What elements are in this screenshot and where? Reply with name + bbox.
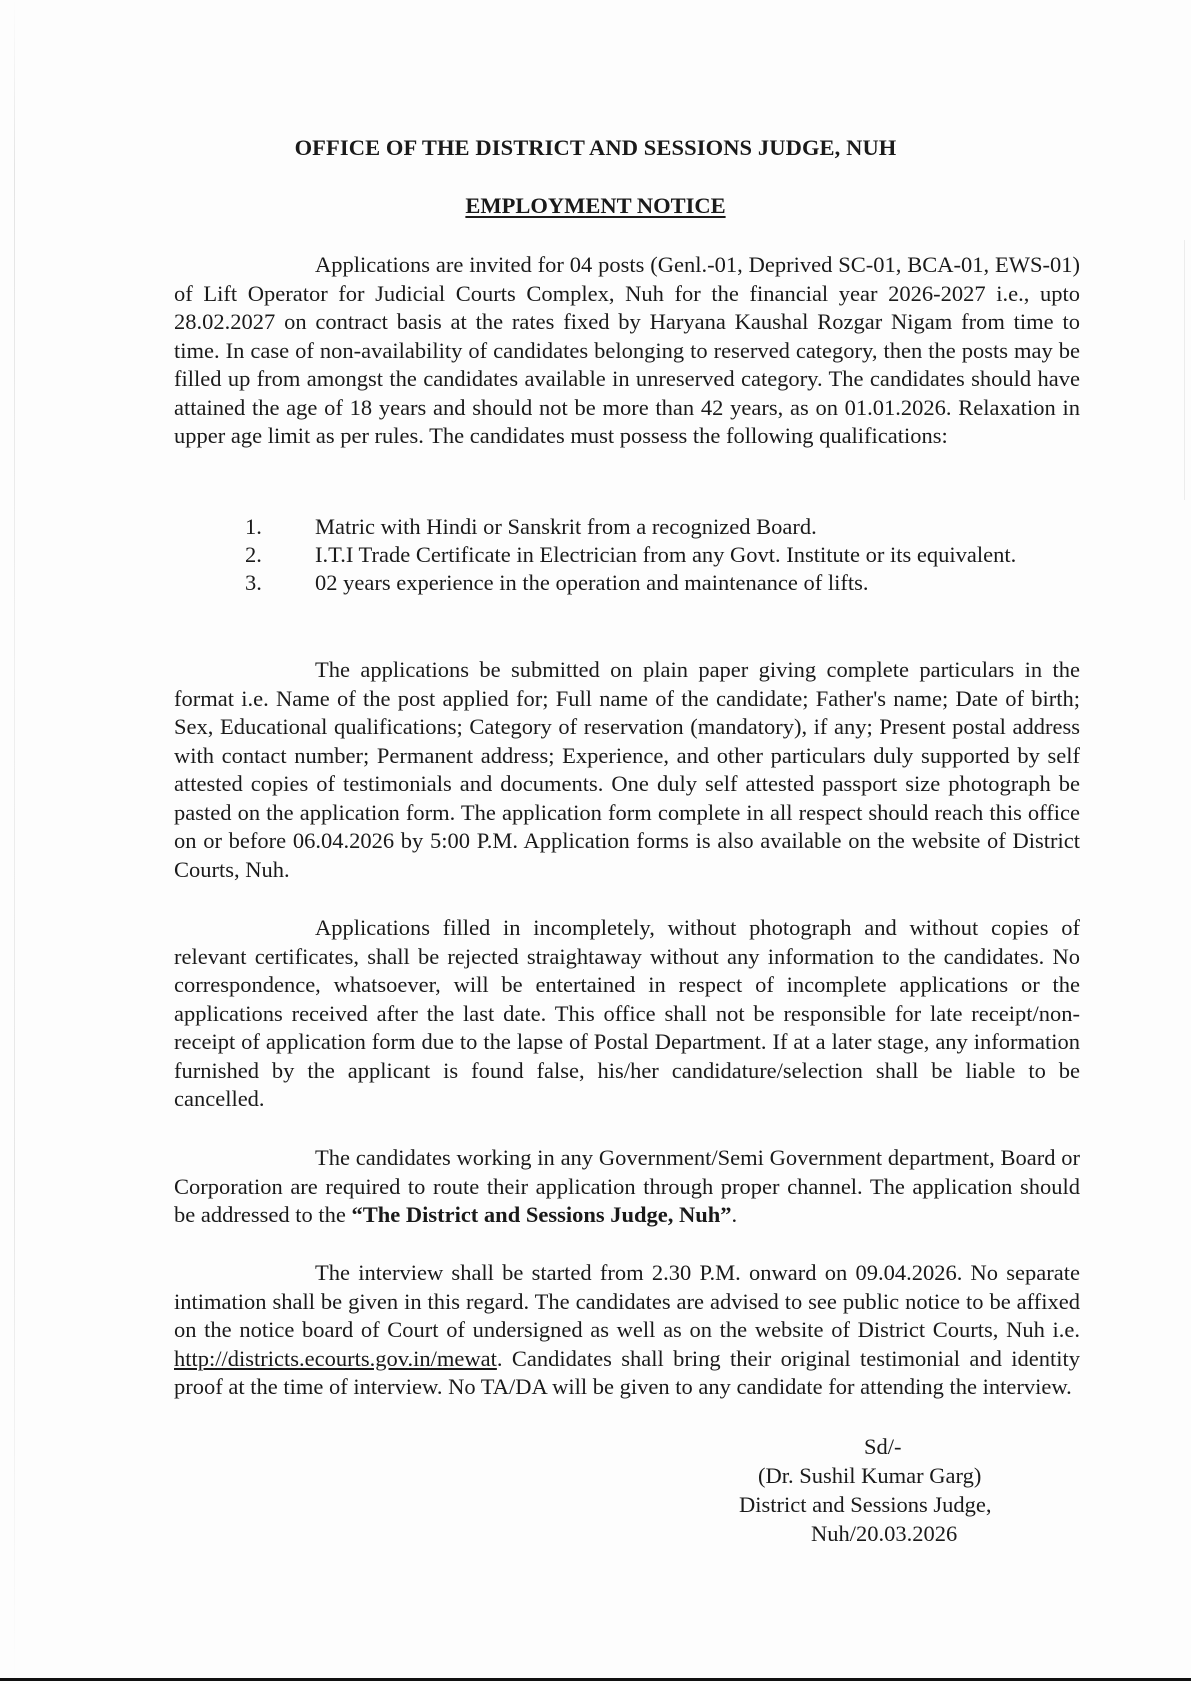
website-link[interactable]: http://districts.ecourts.gov.in/mewat xyxy=(174,1345,497,1371)
qualification-text: I.T.I Trade Certificate in Electrician from any Govt. Institute or its equivalent. xyxy=(315,542,1017,567)
signatory-designation: District and Sessions Judge, xyxy=(739,1492,992,1517)
interview-text: The interview shall be started from 2.30 P.M. onward on 09.04.2026. No separate intimation shall be given in this regard. The candidates are advised to see public notice to be affixed on the notice board of Court of undersigned as well as on the website of District Courts, Nuh i.e. xyxy=(174,1260,1080,1342)
signatory-name: (Dr. Sushil Kumar Garg) xyxy=(758,1463,982,1488)
notice-title: EMPLOYMENT NOTICE xyxy=(465,193,726,218)
proper-channel-text: The candidates working in any Government/Semi Government department, Board or Corporation are required to route their application through proper channel. The application should be addressed to the xyxy=(174,1145,1080,1227)
qualification-number: 3. xyxy=(245,570,262,595)
paragraph-invitation: Applications are invited for 04 posts (Genl.-01, Deprived SC-01, BCA-01, EWS-01) of Lift Operator for Judicial Courts Complex, Nuh for the financial year 2026-2027 i.e., upto 28.02.2027 on contract basis at the rates fixed by Haryana Kaushal Rozgar Nigam from time to time. In case of non-availability of candidates belonging to reserved category, then the posts may be filled up from amongst the candidates available in unreserved category. The candidates should have attained the age of 18 years and should not be more than 42 years, as on 01.01.2026. Relaxation in upper age limit as per rules. The candidates must possess the following qualifications: xyxy=(174,252,1080,448)
qualification-item xyxy=(174,513,1080,541)
signature-place-date: Nuh/20.03.2026 xyxy=(811,1521,958,1546)
interview-text-end: . Candidates shall bring their original testimonial and identity proof at the time of interview. No TA/DA will be given to any candidate for attending the interview. xyxy=(174,1345,1080,1399)
scan-edge-left xyxy=(14,0,15,1684)
office-heading: OFFICE OF THE DISTRICT AND SESSIONS JUDGE, NUH xyxy=(294,135,897,160)
qualification-item xyxy=(174,569,1080,597)
addressee: “The District and Sessions Judge, Nuh” xyxy=(351,1202,732,1227)
qualification-number: 2. xyxy=(245,542,262,567)
qualification-text: Matric with Hindi or Sanskrit from a recognized Board. xyxy=(315,514,817,539)
paragraph-rejection-terms: Applications filled in incompletely, without photograph and without copies of relevant certificates, shall be rejected straightaway without any information to the candidates. No correspondence, whatsoever, will be entertained in respect of incomplete applications or the applications received after the last date. This office shall not be responsible for late receipt/non-receipt of application form due to the lapse of Postal Department. If at a later stage, any information furnished by the applicant is found false, his/her candidature/selection shall be liable to be cancelled. xyxy=(174,915,1080,1111)
signature-block xyxy=(700,1432,1120,1548)
paragraph-interview xyxy=(174,1259,1080,1402)
scan-edge-right xyxy=(1184,240,1185,500)
proper-channel-end: . xyxy=(731,1202,738,1227)
bottom-border xyxy=(0,1678,1191,1681)
qualifications-list xyxy=(174,513,1080,597)
signature-sd: Sd/- xyxy=(864,1434,902,1459)
qualification-number: 1. xyxy=(245,514,262,539)
qualification-item xyxy=(174,541,1080,569)
paragraph-application-format: The applications be submitted on plain paper giving complete particulars in the format i.e. Name of the post applied for; Full name of the candidate; Father's name; Date of birth; Sex, Educational qualifications; Category of reservation (mandatory), if any; Present postal address with contact number; Permanent address; Experience, and other particulars duly supported by self attested copies of testimonials and documents. One duly self attested passport size photograph be pasted on the application form. The application form complete in all respect should reach this office on or before 06.04.2026 by 5:00 P.M. Application forms is also available on the website of District Courts, Nuh. xyxy=(174,657,1080,882)
qualification-text: 02 years experience in the operation and maintenance of lifts. xyxy=(315,570,869,595)
paragraph-proper-channel xyxy=(174,1144,1080,1230)
